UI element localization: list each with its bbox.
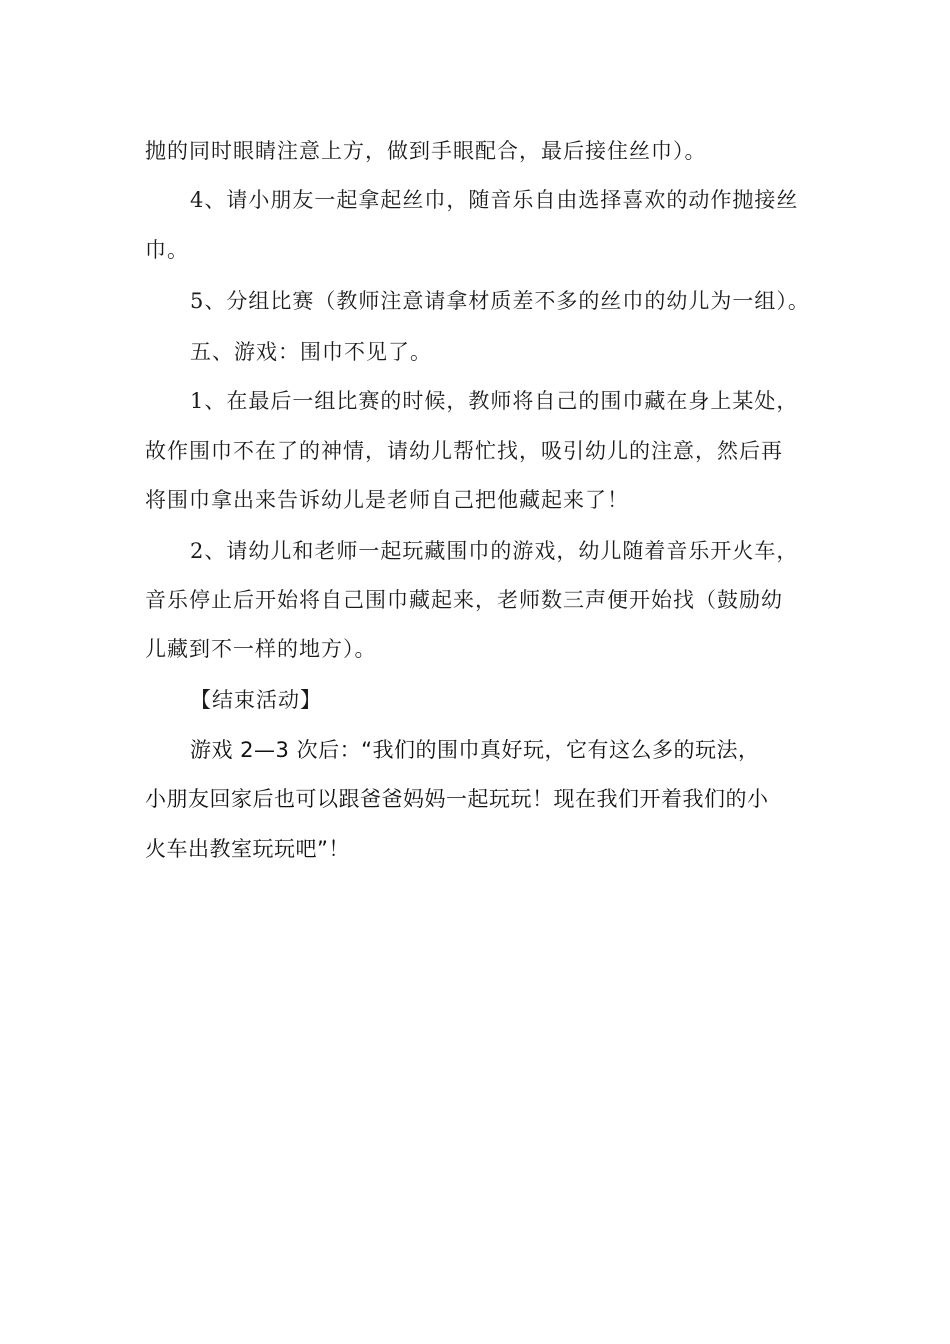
section-heading-game: 五、游戏：围巾不见了。 bbox=[190, 340, 432, 364]
game-step-1-line-3: 将围巾拿出来告诉幼儿是老师自己把他藏起来了！ bbox=[145, 488, 629, 512]
game-step-1-line-1: 1、在最后一组比赛的时候，教师将自己的围巾藏在身上某处， bbox=[190, 389, 799, 413]
game-step-1-line-2: 故作围巾不在了的神情，请幼儿帮忙找，吸引幼儿的注意，然后再 bbox=[145, 439, 783, 463]
step-4-line-1: 4、请小朋友一起拿起丝巾，随音乐自由选择喜欢的动作抛接丝 bbox=[190, 188, 799, 212]
closing-line-2: 小朋友回家后也可以跟爸爸妈妈一起玩玩！现在我们开着我们的小 bbox=[145, 787, 769, 811]
game-step-2-line-1: 2、请幼儿和老师一起玩藏围巾的游戏，幼儿随着音乐开火车， bbox=[190, 539, 799, 563]
game-step-2-line-2: 音乐停止后开始将自己围巾藏起来，老师数三声便开始找（鼓励幼 bbox=[145, 588, 783, 612]
section-heading-end-activity: 【结束活动】 bbox=[190, 688, 322, 712]
closing-line-3: 火车出教室玩玩吧”！ bbox=[145, 837, 350, 861]
paragraph-continuation-line: 抛的同时眼睛注意上方，做到手眼配合，最后接住丝巾）。 bbox=[145, 139, 707, 163]
step-4-line-2: 巾。 bbox=[145, 238, 189, 262]
step-5-line: 5、分组比赛（教师注意请拿材质差不多的丝巾的幼儿为一组）。 bbox=[190, 289, 810, 313]
closing-line-1: 游戏 2—3 次后：“我们的围巾真好玩，它有这么多的玩法， bbox=[190, 738, 760, 762]
game-step-2-line-3: 儿藏到不一样的地方）。 bbox=[145, 637, 377, 661]
